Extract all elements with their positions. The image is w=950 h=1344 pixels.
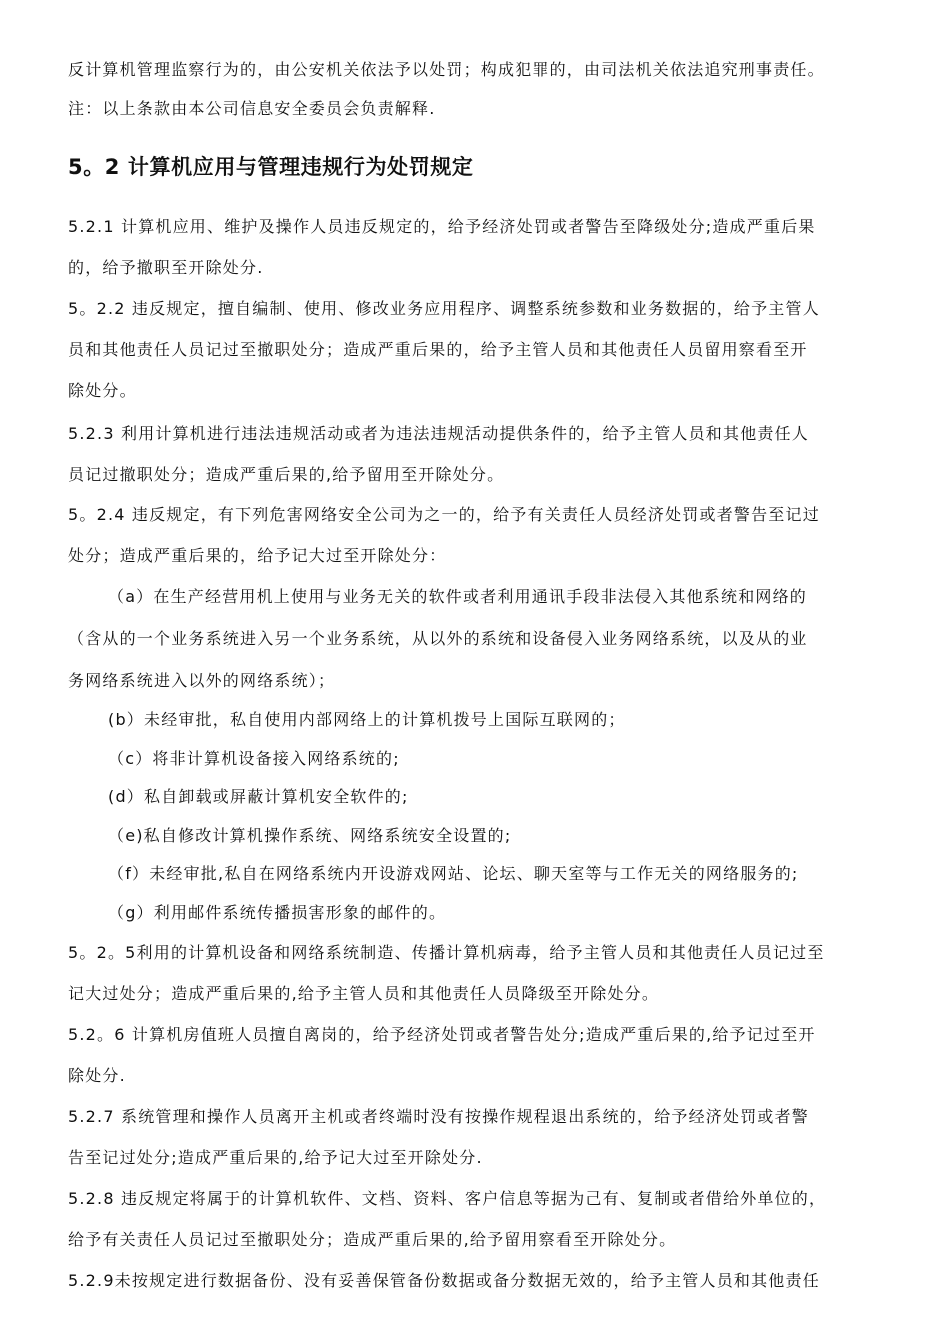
- list-item-a-continued: 务网络系统进入以外的网络系统）；: [68, 671, 336, 690]
- clause-5-2-2-line: 员和其他责任人员记过至撤职处分；造成严重后果的，给予主管人员和其他责任人员留用察看至开: [68, 340, 808, 359]
- clause-5-2-5-line: 记大过处分；造成严重后果的,给予主管人员和其他责任人员降级至开除处分。: [68, 984, 660, 1003]
- clause-5-2-2-line: 除处分。: [68, 381, 137, 400]
- clause-5-2-2-line: 5。2.2 违反规定，擅自编制、使用、修改业务应用程序、调整系统参数和业务数据的，给予主管人: [68, 299, 820, 318]
- list-item-a-continued: （含从的一个业务系统进入另一个业务系统，从以外的系统和设备侵入业务网络系统，以及从的业: [68, 629, 808, 648]
- clause-5-2-3-line: 员记过撤职处分；造成严重后果的,给予留用至开除处分。: [68, 465, 505, 484]
- clause-5-2-7-line: 告至记过处分;造成严重后果的,给予记大过至开除处分.: [68, 1148, 483, 1167]
- list-item-b: (b）未经审批，私自使用内部网络上的计算机拨号上国际互联网的；: [108, 710, 626, 729]
- clause-5-2-1-line: 5.2.1 计算机应用、维护及操作人员违反规定的，给予经济处罚或者警告至降级处分;造成严重后果: [68, 217, 816, 236]
- clause-5-2-6-line: 除处分.: [68, 1066, 126, 1085]
- list-item-f: （f）未经审批,私自在网络系统内开设游戏网站、论坛、聊天室等与工作无关的网络服务的;: [108, 864, 799, 883]
- clause-5-2-7-line: 5.2.7 系统管理和操作人员离开主机或者终端时没有按操作规程退出系统的，给予经济处罚或者警: [68, 1107, 809, 1126]
- clause-5-2-6-line: 5.2。6 计算机房值班人员擅自离岗的，给予经济处罚或者警告处分;造成严重后果的,给予记过至开: [68, 1025, 816, 1044]
- clause-5-2-3-line: 5.2.3 利用计算机进行违法违规活动或者为违法违规活动提供条件的，给予主管人员和其他责任人: [68, 424, 809, 443]
- section-title: 5。2 计算机应用与管理违规行为处罚规定: [68, 155, 474, 179]
- list-item-c: （c）将非计算机设备接入网络系统的;: [108, 749, 400, 768]
- clause-5-2-8-line: 给予有关责任人员记过至撤职处分；造成严重后果的,给予留用察看至开除处分。: [68, 1230, 677, 1249]
- clause-5-2-4-line: 5。2.4 违反规定，有下列危害网络安全公司为之一的，给予有关责任人员经济处罚或者警告至记过: [68, 505, 820, 524]
- clause-5-2-9-line: 5.2.9未按规定进行数据备份、没有妥善保管备份数据或备分数据无效的，给予主管人员和其他责任: [68, 1271, 820, 1290]
- list-item-g: （g）利用邮件系统传播损害形象的邮件的。: [108, 903, 447, 922]
- list-item-e: （e)私自修改计算机操作系统、网络系统安全设置的;: [108, 826, 512, 845]
- list-item-d: (d）私自卸载或屏蔽计算机安全软件的;: [108, 787, 409, 806]
- clause-5-2-1-line: 的，给予撤职至开除处分.: [68, 258, 264, 277]
- clause-5-2-4-line: 处分；造成严重后果的，给予记大过至开除处分：: [68, 546, 447, 565]
- note-line: 注：以上条款由本公司信息安全委员会负责解释.: [68, 99, 436, 118]
- clause-5-2-5-line: 5。2。5利用的计算机设备和网络系统制造、传播计算机病毒，给予主管人员和其他责任人员记过至: [68, 943, 825, 962]
- clause-5-2-8-line: 5.2.8 违反规定将属于的计算机软件、文档、资料、客户信息等据为己有、复制或者借给外单位的，: [68, 1189, 827, 1208]
- list-item-a: （a）在生产经营用机上使用与业务无关的软件或者利用通讯手段非法侵入其他系统和网络的: [108, 587, 808, 606]
- intro-line: 反计算机管理监察行为的，由公安机关依法予以处罚；构成犯罪的，由司法机关依法追究刑事责任。: [68, 60, 825, 79]
